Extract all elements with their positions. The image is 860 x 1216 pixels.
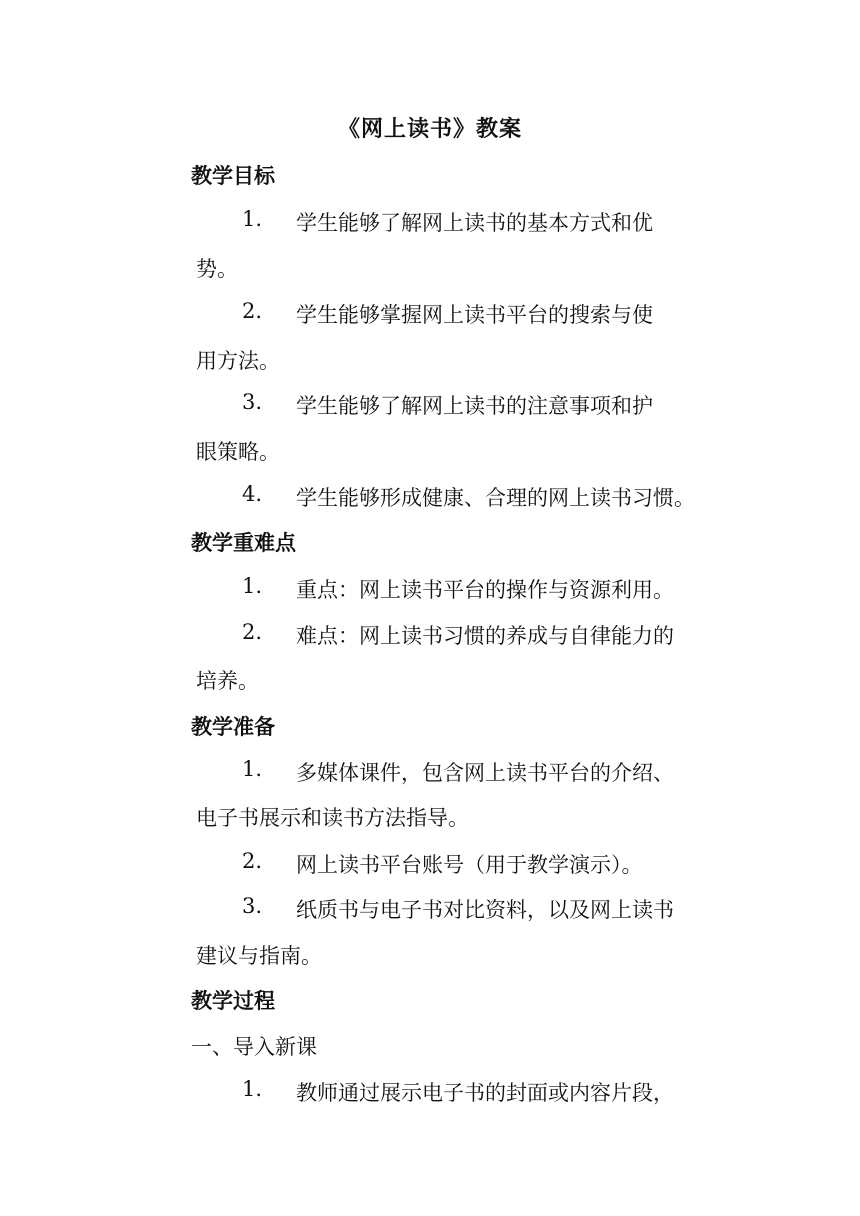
list-item-continuation: 势。 xyxy=(196,257,238,281)
list-item-continuation: 用方法。 xyxy=(196,349,280,373)
list-number: 1. xyxy=(242,574,263,598)
document-title: 《网上读书》教案 xyxy=(337,116,522,142)
list-item-text: 纸质书与电子书对比资料，以及网上读书 xyxy=(296,898,674,922)
list-item-continuation: 电子书展示和读书方法指导。 xyxy=(196,806,469,830)
list-item-continuation: 培养。 xyxy=(196,669,259,693)
list-number: 3. xyxy=(242,390,263,414)
list-item-continuation: 建议与指南。 xyxy=(196,944,322,968)
list-item-text: 学生能够了解网上读书的注意事项和护 xyxy=(296,394,653,418)
list-item-text: 网上读书平台账号（用于教学演示）。 xyxy=(296,853,643,877)
list-number: 2. xyxy=(242,299,263,323)
list-item-text: 难点：网上读书习惯的养成与自律能力的 xyxy=(296,624,674,648)
list-number: 2. xyxy=(242,849,263,873)
subsection-heading: 一、导入新课 xyxy=(191,1035,317,1059)
list-item-text: 教师通过展示电子书的封面或内容片段， xyxy=(296,1081,674,1105)
list-number: 2. xyxy=(242,620,263,644)
list-number: 3. xyxy=(242,894,263,918)
list-item-text: 重点：网上读书平台的操作与资源利用。 xyxy=(296,578,674,602)
list-item-text: 学生能够了解网上读书的基本方式和优 xyxy=(296,211,653,235)
list-item-continuation: 眼策略。 xyxy=(196,440,280,464)
section-heading-key-points: 教学重难点 xyxy=(191,531,296,555)
list-number: 1. xyxy=(242,757,263,781)
list-item-text: 学生能够形成健康、合理的网上读书习惯。 xyxy=(296,486,695,510)
list-item-text: 学生能够掌握网上读书平台的搜索与使 xyxy=(296,303,653,327)
section-heading-objectives: 教学目标 xyxy=(191,164,275,188)
list-number: 1. xyxy=(242,1077,263,1101)
section-heading-process: 教学过程 xyxy=(191,989,275,1013)
section-heading-preparation: 教学准备 xyxy=(191,715,275,739)
list-number: 4. xyxy=(242,482,263,506)
list-number: 1. xyxy=(242,207,263,231)
list-item-text: 多媒体课件，包含网上读书平台的介绍、 xyxy=(296,761,674,785)
